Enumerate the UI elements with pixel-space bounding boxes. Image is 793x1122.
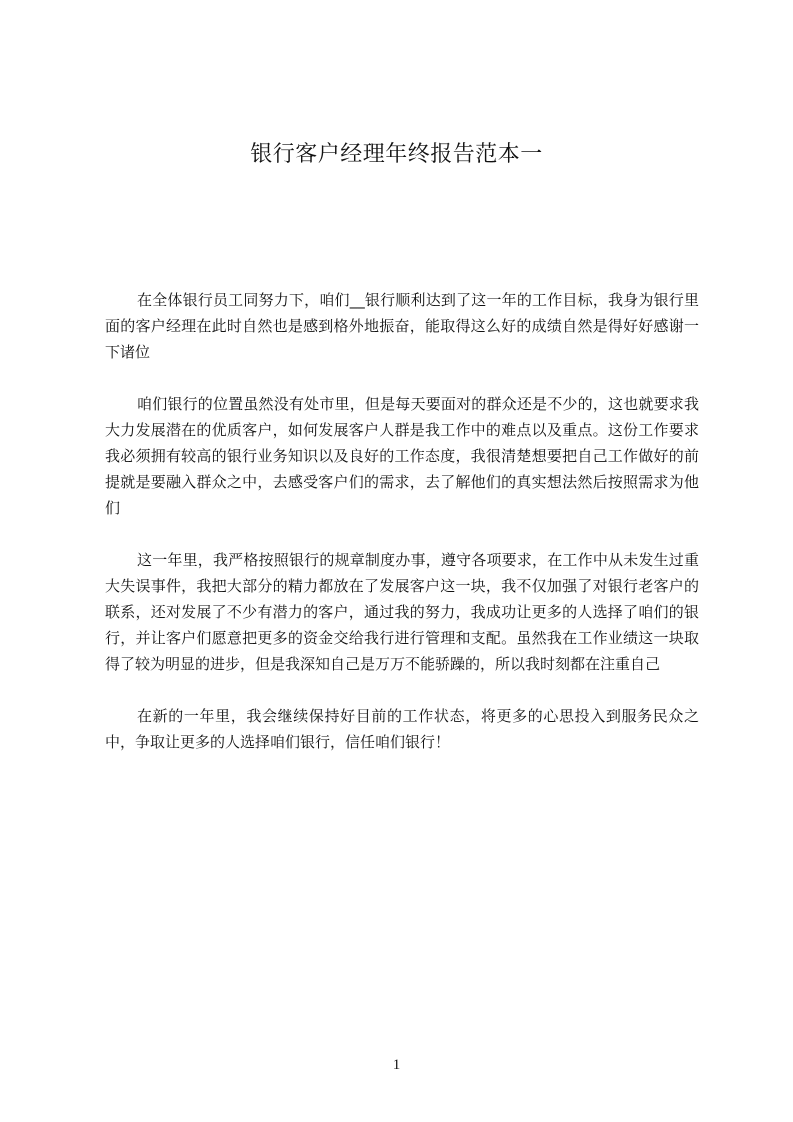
paragraph-1: 在全体银行员工同努力下，咱们__银行顺利达到了这一年的工作目标，我身为银行里面的客户经理在此时自然也是感到格外地振奋，能取得这么好的成绩自然是得好好感谢一下诸位	[105, 291, 699, 361]
paragraph-4: 在新的一年里，我会继续保持好目前的工作状态，将更多的心思投入到服务民众之中，争取让更多的人选择咱们银行，信任咱们银行！	[105, 707, 699, 751]
paragraph-3: 这一年里，我严格按照银行的规章制度办事，遵守各项要求，在工作中从未发生过重大失误事件，我把大部分的精力都放在了发展客户这一块，我不仅加强了对银行老客户的联系，还对发展了不少有潜力的客户，通过我的努力，我成功让更多的人选择了咱们的银行，并让客户们愿意把更多的资金交给我行进行管理和支配。虽然我在工作业绩这一块取得了较为明显的进步，但是我深知自己是万万不能骄躁的，所以我时刻都在注重自己	[105, 551, 699, 673]
paragraph-2: 咱们银行的位置虽然没有处市里，但是每天要面对的群众还是不少的，这也就要求我大力发展潜在的优质客户，如何发展客户人群是我工作中的难点以及重点。这份工作要求我必须拥有较高的银行业务知识以及良好的工作态度，我很清楚想要把自己工作做好的前提就是要融入群众之中，去感受客户们的需求，去了解他们的真实想法然后按照需求为他们	[105, 395, 699, 517]
document-title: 银行客户经理年终报告范本一	[250, 142, 543, 167]
page-number: 1	[392, 1057, 401, 1073]
document-body	[105, 287, 699, 781]
